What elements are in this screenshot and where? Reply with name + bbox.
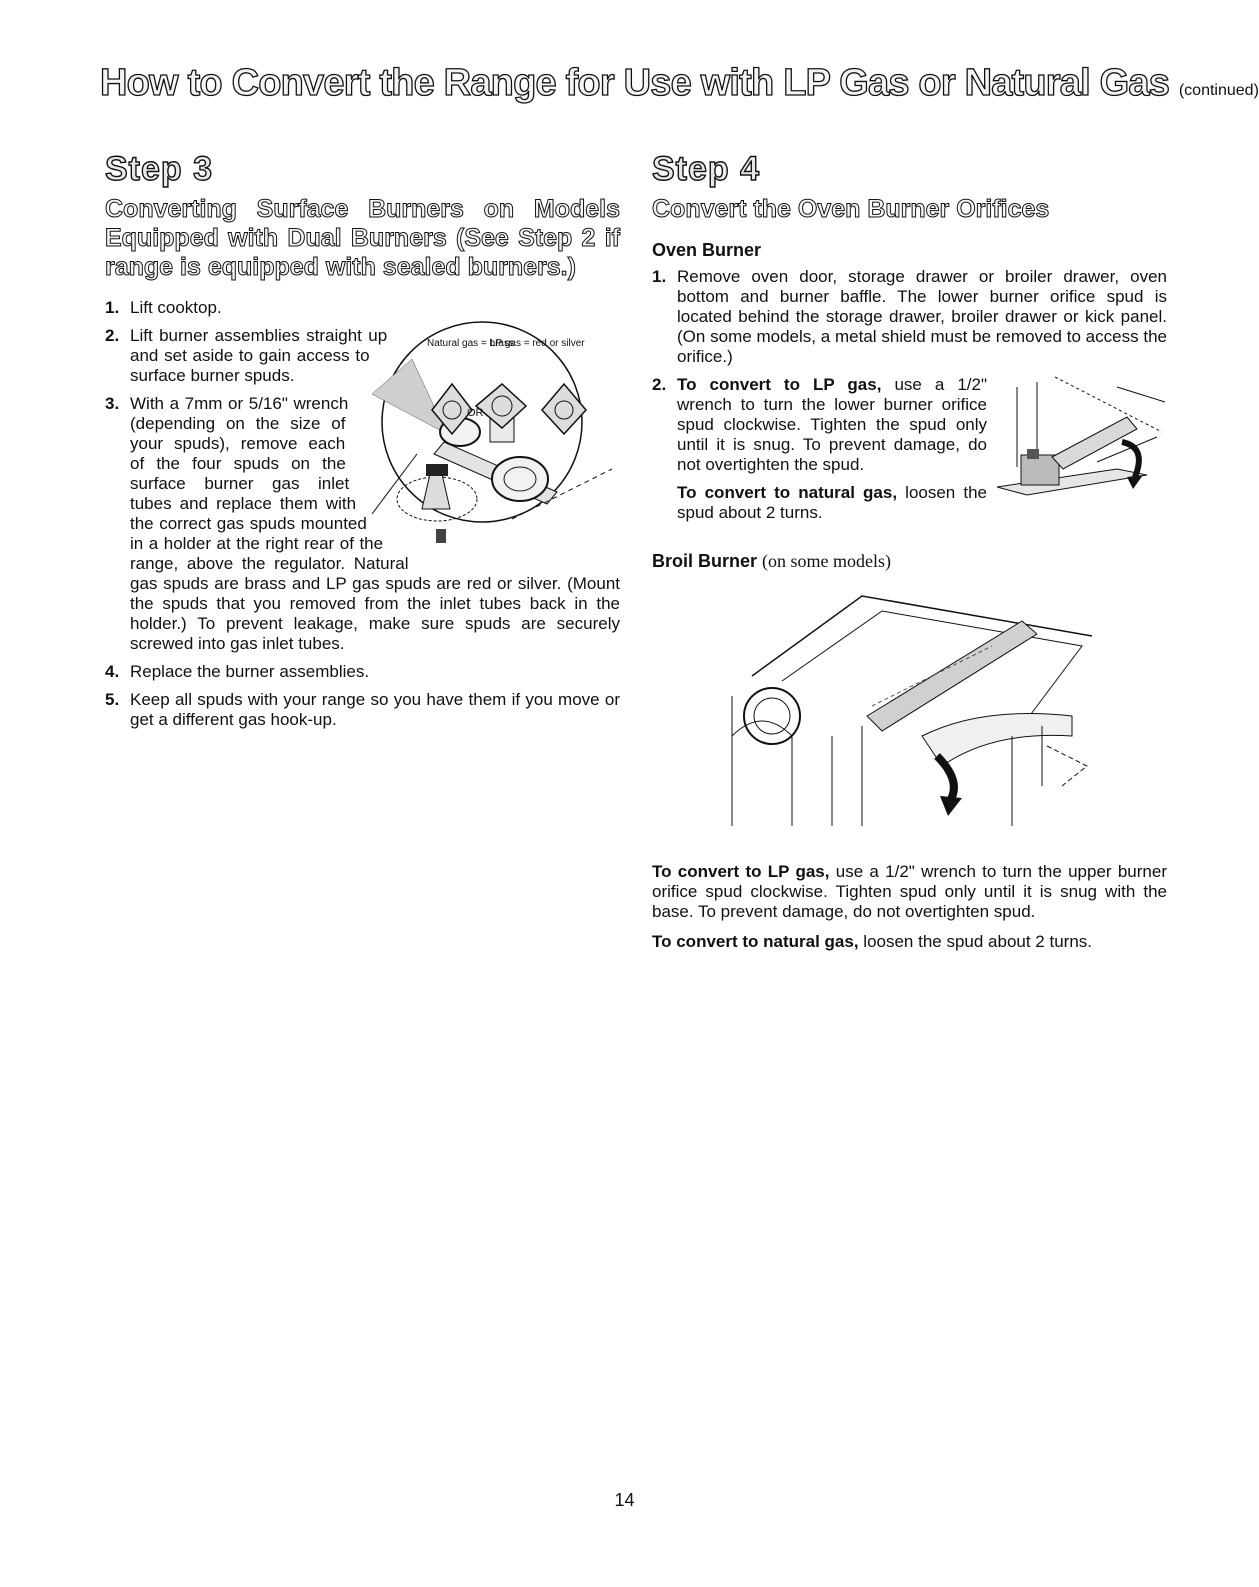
lp-gas-text: use a 1/2" wrench to turn the upper burner orifice spud clockwise. Tighten spud only until it is snug with the base. To prevent damage, do not overtighten spud.	[652, 862, 1167, 921]
item-text: With a 7mm or 5/16" wrench (depending on the size of your spuds), remove each of the four spuds on the surface burner gas inlet tubes and replace them with the correct gas spuds mounted in a holder at the right rear of the range, above the regulator. Natural gas spuds are brass and LP gas spuds are red or silver. (Mount the spuds that you removed from the inlet tubes back in the holder.) To prevent leakage, make sure spuds are securely screwed into gas inlet tubes.	[130, 394, 620, 653]
step-3-title: Converting Surface Burners on Models Equipped with Dual Burners (See Step 2 if range is equipped with sealed burners.)	[105, 195, 620, 281]
oven-burner-heading: Oven Burner	[652, 240, 762, 260]
item-text: use a 1/2" wrench to turn the lower burner orifice spud clockwise. Tighten the spud only until it is snug. To prevent damage, do not overtighten the spud.	[677, 375, 987, 474]
item-number: 2.	[105, 326, 120, 345]
natural-gas-label: Natural gas = brass	[427, 338, 514, 349]
step-4-list	[652, 267, 1167, 475]
broil-burner-heading	[652, 551, 1167, 572]
item-number: 1.	[652, 267, 667, 286]
lp-gas-label: LP gas = red or silver	[490, 338, 585, 349]
broil-burner-label: Broil Burner	[652, 551, 758, 571]
natural-gas-lead: To convert to natural gas,	[652, 932, 859, 951]
step-3-item-5	[105, 690, 620, 730]
step-3-item-2	[105, 326, 620, 419]
lp-gas-lead: To convert to LP gas,	[677, 375, 882, 394]
item-number: 5.	[105, 690, 120, 709]
step-3-item-4	[105, 662, 620, 682]
item-number: 4.	[105, 662, 120, 681]
step-3-item-3	[105, 394, 620, 654]
step-4-label: Step 4	[652, 150, 761, 188]
natural-gas-text: loosen the spud about 2 turns.	[858, 932, 1093, 951]
step-4-column	[652, 150, 1167, 962]
lp-gas-broil-instruction	[652, 862, 1167, 922]
step-4-item-1	[652, 267, 1167, 367]
item-number: 3.	[105, 394, 120, 413]
step-3-label: Step 3	[105, 150, 214, 188]
natural-gas-broil-instruction	[652, 932, 1167, 952]
oven-orifice-drawing	[997, 377, 1167, 527]
lp-gas-lead: To convert to LP gas,	[652, 862, 830, 881]
broil-burner-illustration	[692, 586, 1092, 846]
step-3-list	[105, 298, 620, 730]
page-title-text: How to Convert the Range for Use with LP Gas or Natural Gas	[100, 62, 1170, 104]
item-text: Lift cooktop.	[130, 298, 222, 317]
item-number: 2.	[652, 375, 667, 394]
continued-label: (continued)	[1178, 82, 1259, 99]
natural-gas-lead: To convert to natural gas,	[677, 483, 898, 502]
step-4-item-2	[652, 375, 1167, 475]
oven-spud-illustration	[997, 377, 1167, 527]
step-4-title: Convert the Oven Burner Orifices	[652, 195, 1050, 223]
item-text: Lift burner assemblies straight up and set aside to gain access to surface burner spuds.	[130, 326, 388, 385]
item-text: Replace the burner assemblies.	[130, 662, 370, 681]
or-label: OR	[467, 407, 484, 419]
natural-gas-text: loosen the spud about 2 turns.	[677, 483, 987, 522]
broil-burner-note: (on some models)	[762, 551, 892, 571]
step-3-column	[105, 150, 620, 738]
page-number: 14	[614, 1490, 635, 1510]
item-text: Remove oven door, storage drawer or broiler drawer, oven bottom and burner baffle. The lower burner orifice spud is located behind the storage drawer, broiler drawer or kick panel. (On some models, a metal shield must be removed to access the orifice.)	[677, 267, 1167, 366]
item-number: 1.	[105, 298, 120, 317]
page-title	[100, 62, 1259, 105]
item-text: Keep all spuds with your range so you have them if you move or get a different gas hook-up.	[130, 690, 620, 729]
